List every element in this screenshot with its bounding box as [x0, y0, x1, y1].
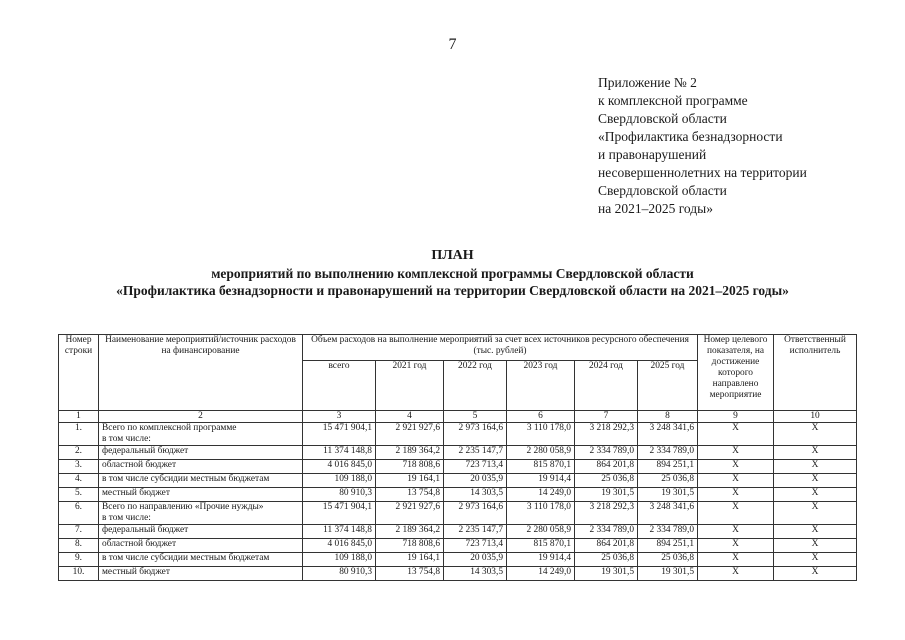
table-body [59, 423, 857, 581]
row-name [99, 488, 303, 502]
value-2023: 2 280 058,9 [507, 525, 575, 539]
row-number: 5. [59, 488, 99, 502]
value-2022: 723 713,4 [444, 460, 507, 474]
value-2023: 815 870,1 [507, 539, 575, 553]
target-indicator: X [698, 446, 774, 460]
value-2025: 3 248 341,6 [638, 423, 698, 446]
value-2023: 14 249,0 [507, 488, 575, 502]
value-2022: 14 303,5 [444, 488, 507, 502]
value-2023: 19 914,4 [507, 474, 575, 488]
value-2021: 2 189 364,2 [376, 525, 444, 539]
appendix-line: несовершеннолетних на территории [598, 165, 807, 180]
target-indicator: X [698, 423, 774, 446]
value-2025: 894 251,1 [638, 460, 698, 474]
value-2022: 723 713,4 [444, 539, 507, 553]
column-number: 7 [575, 411, 638, 423]
responsible-executor: X [774, 539, 857, 553]
value-2024: 864 201,8 [575, 460, 638, 474]
value-2021: 718 808,6 [376, 460, 444, 474]
value-total: 11 374 148,8 [303, 525, 376, 539]
responsible-executor: X [774, 423, 857, 446]
value-2022: 2 973 164,6 [444, 502, 507, 525]
row-name [99, 553, 303, 567]
responsible-executor: X [774, 460, 857, 474]
row-name-text: в том числе субсидии местным бюджетам [102, 474, 270, 484]
value-2024: 19 301,5 [575, 488, 638, 502]
column-number: 5 [444, 411, 507, 423]
value-2021: 2 189 364,2 [376, 446, 444, 460]
value-2024: 3 218 292,3 [575, 423, 638, 446]
row-name [99, 423, 303, 446]
header-2021: 2021 год [376, 361, 444, 411]
value-2025: 25 036,8 [638, 474, 698, 488]
responsible-executor: X [774, 567, 857, 581]
responsible-executor: X [774, 525, 857, 539]
column-number: 3 [303, 411, 376, 423]
row-name-text: областной бюджет [102, 460, 177, 470]
table-row [59, 474, 857, 488]
row-number: 2. [59, 446, 99, 460]
row-number: 8. [59, 539, 99, 553]
responsible-executor: X [774, 488, 857, 502]
value-total: 109 188,0 [303, 474, 376, 488]
value-2025: 25 036,8 [638, 553, 698, 567]
value-total: 11 374 148,8 [303, 446, 376, 460]
value-2023: 815 870,1 [507, 460, 575, 474]
value-total: 80 910,3 [303, 488, 376, 502]
table-row [59, 488, 857, 502]
value-2024: 25 036,8 [575, 474, 638, 488]
row-number: 3. [59, 460, 99, 474]
header-2022: 2022 год [444, 361, 507, 411]
column-number: 9 [698, 411, 774, 423]
value-2025: 19 301,5 [638, 567, 698, 581]
row-name-text: областной бюджет [102, 539, 177, 549]
table-row [59, 553, 857, 567]
value-2025: 894 251,1 [638, 539, 698, 553]
row-name [99, 460, 303, 474]
row-name [99, 474, 303, 488]
value-2023: 14 249,0 [507, 567, 575, 581]
row-number: 7. [59, 525, 99, 539]
value-2021: 2 921 927,6 [376, 423, 444, 446]
value-2023: 3 110 178,0 [507, 502, 575, 525]
value-2022: 14 303,5 [444, 567, 507, 581]
table-row [59, 460, 857, 474]
row-name-text: Всего по направлению «Прочие нужды» [102, 502, 264, 512]
row-name-subtext: в том числе: [102, 434, 151, 444]
value-2024: 2 334 789,0 [575, 446, 638, 460]
target-indicator: X [698, 502, 774, 525]
row-name-text: Всего по комплексной программе [102, 423, 237, 433]
target-indicator: X [698, 460, 774, 474]
row-name [99, 446, 303, 460]
header-target: Номер целевого показателя, на достижение которого направлено мероприятие [698, 335, 774, 411]
responsible-executor: X [774, 553, 857, 567]
column-number: 1 [59, 411, 99, 423]
responsible-executor: X [774, 446, 857, 460]
header-2024: 2024 год [575, 361, 638, 411]
value-2022: 2 973 164,6 [444, 423, 507, 446]
row-name [99, 567, 303, 581]
value-2022: 20 035,9 [444, 553, 507, 567]
value-2022: 20 035,9 [444, 474, 507, 488]
row-number: 10. [59, 567, 99, 581]
value-total: 15 471 904,1 [303, 502, 376, 525]
value-2021: 718 808,6 [376, 539, 444, 553]
value-total: 4 016 845,0 [303, 539, 376, 553]
row-number: 1. [59, 423, 99, 446]
target-indicator: X [698, 539, 774, 553]
value-2021: 19 164,1 [376, 474, 444, 488]
target-indicator: X [698, 525, 774, 539]
value-2021: 13 754,8 [376, 567, 444, 581]
title-line-2: «Профилактика безнадзорности и правонарушений на территории Свердловской области на 2021–2025 годы» [116, 283, 789, 298]
row-name-text: федеральный бюджет [102, 525, 189, 535]
row-name-text: в том числе субсидии местным бюджетам [102, 553, 270, 563]
table-row [59, 446, 857, 460]
responsible-executor: X [774, 474, 857, 488]
row-number: 4. [59, 474, 99, 488]
page-number: 7 [448, 36, 457, 53]
value-2022: 2 235 147,7 [444, 446, 507, 460]
appendix-line: к комплексной программе [598, 93, 748, 108]
header-row-no: Номер строки [59, 335, 99, 411]
document-title [0, 247, 905, 300]
header-responsible: Ответственный исполнитель [774, 335, 857, 411]
value-2021: 2 921 927,6 [376, 502, 444, 525]
row-name [99, 502, 303, 525]
appendix-line: на 2021–2025 годы» [598, 201, 713, 216]
header-volume: Объем расходов на выполнение мероприятий за счет всех источников ресурсного обеспечения (тыс. рублей) [303, 335, 698, 361]
value-2022: 2 235 147,7 [444, 525, 507, 539]
value-2024: 864 201,8 [575, 539, 638, 553]
column-number: 10 [774, 411, 857, 423]
row-name-text: федеральный бюджет [102, 446, 189, 456]
value-total: 109 188,0 [303, 553, 376, 567]
value-2023: 3 110 178,0 [507, 423, 575, 446]
table-row [59, 423, 857, 446]
value-2024: 19 301,5 [575, 567, 638, 581]
target-indicator: X [698, 474, 774, 488]
appendix-line: и правонарушений [598, 147, 707, 162]
value-2025: 2 334 789,0 [638, 446, 698, 460]
table-row [59, 502, 857, 525]
value-total: 4 016 845,0 [303, 460, 376, 474]
value-2021: 13 754,8 [376, 488, 444, 502]
value-total: 80 910,3 [303, 567, 376, 581]
row-name [99, 539, 303, 553]
header-name: Наименование мероприятий/источник расходов на финансирование [99, 335, 303, 411]
target-indicator: X [698, 567, 774, 581]
column-number: 8 [638, 411, 698, 423]
value-2023: 2 280 058,9 [507, 446, 575, 460]
header-2023: 2023 год [507, 361, 575, 411]
header-2025: 2025 год [638, 361, 698, 411]
row-name-text: местный бюджет [102, 567, 170, 577]
table-row [59, 525, 857, 539]
value-2025: 19 301,5 [638, 488, 698, 502]
value-2024: 2 334 789,0 [575, 525, 638, 539]
table-row [59, 567, 857, 581]
value-2024: 25 036,8 [575, 553, 638, 567]
row-number: 6. [59, 502, 99, 525]
row-name-subtext: в том числе: [102, 513, 151, 523]
value-2024: 3 218 292,3 [575, 502, 638, 525]
column-number: 2 [99, 411, 303, 423]
table-row [59, 539, 857, 553]
title-plan: ПЛАН [431, 248, 474, 263]
target-indicator: X [698, 488, 774, 502]
value-2021: 19 164,1 [376, 553, 444, 567]
responsible-executor: X [774, 502, 857, 525]
value-2023: 19 914,4 [507, 553, 575, 567]
row-name-text: местный бюджет [102, 488, 170, 498]
header-total: всего [303, 361, 376, 411]
appendix-line: Приложение № 2 [598, 75, 697, 90]
target-indicator: X [698, 553, 774, 567]
title-line-1: мероприятий по выполнению комплексной программы Свердловской области [211, 265, 694, 281]
row-name [99, 525, 303, 539]
appendix-block [598, 74, 807, 218]
value-2025: 2 334 789,0 [638, 525, 698, 539]
row-number: 9. [59, 553, 99, 567]
column-number: 4 [376, 411, 444, 423]
appendix-line: «Профилактика безнадзорности [598, 129, 783, 144]
appendix-line: Свердловской области [598, 183, 727, 198]
value-total: 15 471 904,1 [303, 423, 376, 446]
appendix-line: Свердловской области [598, 111, 727, 126]
plan-table [58, 334, 857, 581]
value-2025: 3 248 341,6 [638, 502, 698, 525]
column-number: 6 [507, 411, 575, 423]
